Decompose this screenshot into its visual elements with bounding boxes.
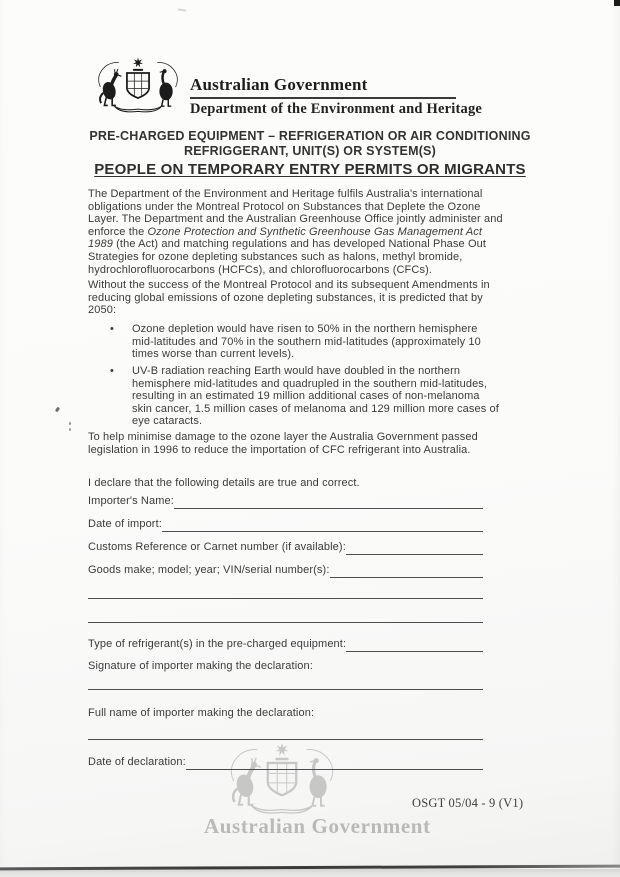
para1-before-act: The Department of the Environment and Heritage fulfils Australia's international obligations under the Montreal Protocol on Substances that Deplete the Ozone Layer. The Department and the Australian Greenhouse Office jointly administer and enforce the bbox=[88, 188, 503, 238]
bullet-text: UV-B radiation reaching Earth would have doubled in the northern hemisphere mid-latitudes and quadrupled in the southern mid-latitudes, resulting in an estimated 19 million additional cases of non-melanoma skin cancer, 1.5 million cases of melanoma and 129 million more cases of eye cataracts. bbox=[132, 365, 499, 428]
field-label: Type of refrigerant(s) in the pre-charged equipment: bbox=[88, 638, 347, 650]
document-title-line2: REFRIGGERANT, UNIT(S) OR SYSTEM(S) bbox=[184, 144, 436, 158]
department-name: Department of the Environment and Heritage bbox=[190, 101, 483, 117]
watermark-text: Australian Government bbox=[204, 814, 431, 838]
field-label: Customs Reference or Carnet number (if available): bbox=[88, 541, 346, 553]
bullet-icon: • bbox=[110, 323, 114, 335]
field-customs-reference bbox=[88, 541, 483, 555]
blank-line bbox=[346, 638, 483, 652]
blank-line bbox=[186, 756, 483, 770]
subject-heading: PEOPLE ON TEMPORARY ENTRY PERMITS OR MIGRANTS bbox=[94, 161, 526, 178]
blank-line bbox=[346, 541, 483, 555]
field-refrigerant-type bbox=[88, 638, 483, 652]
document-title-line1: PRE-CHARGED EQUIPMENT – REFRIGERATION OR AIR CONDITIONING bbox=[89, 129, 531, 143]
bullet-uvb-radiation bbox=[110, 365, 502, 428]
paragraph-montreal-protocol bbox=[88, 188, 506, 276]
blank-line bbox=[162, 518, 483, 532]
para1-after-act: (the Act) and matching regulations and has developed National Phase Out Strategies for ozone depleting substances such as halons, methyl bromide, hydrochlorofluorocarbons (HCFCs), and chlorofluorocarbons (CFCs). bbox=[88, 238, 487, 276]
agency-name: Australian Government bbox=[190, 75, 368, 94]
declaration-form bbox=[88, 477, 483, 777]
field-label-full-name: Full name of importer making the declaration: bbox=[88, 707, 315, 719]
scan-speck bbox=[69, 422, 71, 425]
scan-speck bbox=[69, 428, 71, 431]
scan-corner-mark bbox=[614, 0, 620, 6]
field-label: Importer's Name: bbox=[88, 495, 174, 507]
act-title-italic: Ozone Protection and Synthetic Greenhouse Gas Management Act 1989 bbox=[88, 225, 483, 251]
field-label-signature: Signature of importer making the declaration: bbox=[88, 660, 313, 672]
blank-line bbox=[88, 598, 483, 599]
field-importers-name bbox=[88, 495, 483, 509]
field-goods-details bbox=[88, 564, 483, 578]
bullet-text: Ozone depletion would have risen to 50% in the northern hemisphere mid-latitudes and 70% in the southern mid-latitudes (approximately 10 times worse than current levels). bbox=[132, 323, 481, 361]
field-label: Goods make; model; year; VIN/serial number(s): bbox=[88, 564, 330, 576]
header-divider bbox=[190, 97, 456, 99]
bullet-icon: • bbox=[110, 365, 114, 377]
australian-coat-of-arms-icon bbox=[93, 56, 183, 118]
blank-line bbox=[88, 622, 483, 623]
blank-line bbox=[330, 564, 484, 578]
form-reference-number: OSGT 05/04 - 9 (V1) bbox=[412, 796, 524, 810]
field-date-of-import bbox=[88, 518, 483, 532]
blank-line bbox=[88, 739, 483, 740]
scan-speck bbox=[178, 8, 186, 11]
scan-edge-strip bbox=[0, 869, 620, 877]
field-date-of-declaration bbox=[88, 756, 483, 770]
field-label: Date of declaration: bbox=[88, 756, 186, 768]
blank-line bbox=[174, 495, 483, 509]
paragraph-prediction-2050: Without the success of the Montreal Protocol and its subsequent Amendments in reducing global emissions of ozone depleting substances, it is predicted that by 2050: bbox=[88, 279, 490, 317]
field-label: Date of import: bbox=[88, 518, 162, 530]
blank-line bbox=[88, 689, 483, 690]
paragraph-legislation-1996: To help minimise damage to the ozone layer the Australia Government passed legislation in 1996 to reduce the importation of CFC refrigerant into Australia. bbox=[88, 431, 478, 456]
declaration-intro: I declare that the following details are true and correct. bbox=[88, 477, 360, 489]
bullet-ozone-depletion bbox=[110, 323, 502, 361]
scan-speck bbox=[55, 407, 60, 413]
